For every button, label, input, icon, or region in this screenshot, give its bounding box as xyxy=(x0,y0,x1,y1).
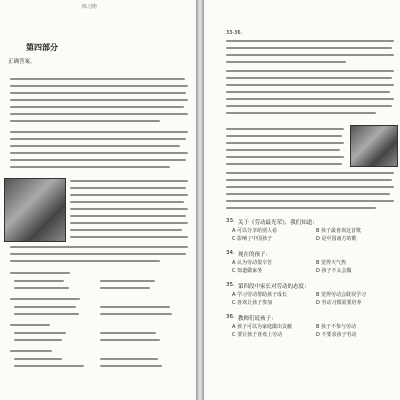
option-line xyxy=(14,306,76,308)
question-range: 33-36. xyxy=(226,30,243,36)
text-line xyxy=(226,135,342,137)
option-line xyxy=(100,287,150,289)
text-line xyxy=(226,47,392,49)
text-line xyxy=(226,105,392,107)
book-gutter xyxy=(196,0,204,400)
option-line xyxy=(100,306,170,308)
text-line xyxy=(226,98,394,100)
text-line xyxy=(70,194,188,196)
question-stem: 教师们说孩子： xyxy=(238,316,277,322)
option-line xyxy=(14,332,66,334)
option-line xyxy=(100,280,155,282)
question-stem: 第四段中家长对劳动的态度： xyxy=(238,284,310,290)
text-line xyxy=(226,172,394,174)
option-line xyxy=(100,313,172,315)
text-line xyxy=(70,236,188,238)
text-line xyxy=(10,166,170,168)
option-d[interactable]: D 不要求孩子劳动 xyxy=(316,332,357,338)
text-line xyxy=(10,99,188,101)
option-b[interactable]: B 孩子不参与劳动 xyxy=(316,324,357,330)
option-a[interactable]: A 可以分享给别人看 xyxy=(232,228,278,234)
text-line xyxy=(10,120,160,122)
option-a[interactable]: A 学习劳动帮助孩子成长 xyxy=(232,292,288,298)
option-a[interactable]: A 认为劳动很辛苦 xyxy=(232,260,273,266)
text-line xyxy=(226,186,394,188)
option-line xyxy=(14,287,69,289)
option-c[interactable]: C 知道做家务 xyxy=(232,268,263,274)
text-line xyxy=(226,193,390,195)
text-line xyxy=(70,229,182,231)
text-line xyxy=(10,246,188,248)
option-d[interactable]: D 孩子不太会做 xyxy=(316,268,352,274)
text-line xyxy=(70,180,188,182)
text-line xyxy=(10,152,188,154)
option-line xyxy=(14,358,62,360)
text-line xyxy=(10,253,186,255)
option-a[interactable]: A 孩子可以为家庭做出贡献 xyxy=(232,324,293,330)
question-stem: 现在的孩子： xyxy=(238,252,272,258)
option-d[interactable]: D 是中国南方的歌 xyxy=(316,236,357,242)
text-line xyxy=(10,92,186,94)
text-line xyxy=(226,156,344,158)
question-line xyxy=(10,324,50,326)
text-line xyxy=(226,54,394,56)
option-line xyxy=(100,365,162,367)
text-line xyxy=(10,131,188,133)
question-line xyxy=(10,350,52,352)
text-line xyxy=(10,113,188,115)
text-line xyxy=(226,142,344,144)
text-line xyxy=(70,208,188,210)
question-line xyxy=(10,272,70,274)
question-number: 34. xyxy=(226,250,235,256)
text-line xyxy=(10,138,186,140)
text-line xyxy=(10,260,160,262)
text-line xyxy=(70,187,186,189)
article-photo xyxy=(350,125,398,167)
question-stem: 关于《劳动最光荣》，我们知道： xyxy=(238,220,318,226)
page-header: 练习册 xyxy=(82,4,98,10)
text-line xyxy=(226,84,394,86)
text-line xyxy=(10,106,184,108)
text-line xyxy=(70,222,188,224)
text-line xyxy=(10,78,185,80)
text-line xyxy=(226,61,346,63)
option-c[interactable]: C 要让孩子喜欢上劳动 xyxy=(232,332,283,338)
text-line xyxy=(226,70,394,72)
text-line xyxy=(226,40,394,42)
option-b[interactable]: B 觉得天气热 xyxy=(316,260,347,266)
text-line xyxy=(226,91,390,93)
option-line xyxy=(100,358,158,360)
question-number: 36. xyxy=(226,314,235,320)
option-d[interactable]: D 劳动习惯需要培养 xyxy=(316,300,362,306)
text-line xyxy=(226,149,340,151)
right-page xyxy=(204,0,400,400)
text-line xyxy=(10,145,180,147)
text-line xyxy=(10,85,188,87)
question-number: 33. xyxy=(226,218,235,224)
text-line xyxy=(226,200,394,202)
option-line xyxy=(100,339,160,341)
text-line xyxy=(70,201,184,203)
option-line xyxy=(14,313,79,315)
text-line xyxy=(70,215,186,217)
option-line xyxy=(100,332,156,334)
text-line xyxy=(226,112,376,114)
text-line xyxy=(226,179,392,181)
option-c[interactable]: C 喜欢让孩子参加 xyxy=(232,300,273,306)
option-line xyxy=(14,339,62,341)
left-page xyxy=(0,0,196,400)
section-subtitle: 正确答案。 xyxy=(8,59,36,65)
question-number: 35. xyxy=(226,282,235,288)
option-b[interactable]: B 孩子最喜欢这首歌 xyxy=(316,228,362,234)
question-line xyxy=(10,298,80,300)
article-photo xyxy=(4,178,66,242)
option-b[interactable]: B 觉得劳动会耽误学习 xyxy=(316,292,367,298)
text-line xyxy=(226,128,344,130)
text-line xyxy=(226,163,342,165)
option-c[interactable]: C 影响了中国孩子 xyxy=(232,236,273,242)
section-title: 第四部分 xyxy=(26,43,58,52)
text-line xyxy=(10,159,186,161)
text-line xyxy=(226,207,376,209)
option-line xyxy=(14,365,84,367)
option-line xyxy=(14,280,64,282)
text-line xyxy=(226,77,392,79)
